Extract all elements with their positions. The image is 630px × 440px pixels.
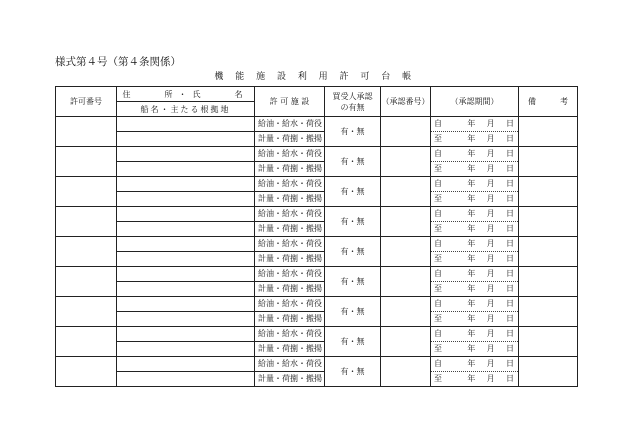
day-label: 日: [505, 134, 514, 143]
day-label: 日: [505, 224, 514, 233]
month-label: 月: [486, 179, 495, 188]
from-label: 自: [434, 119, 442, 128]
ledger-body: [56, 117, 578, 387]
presence-cell[interactable]: 有・無: [325, 267, 381, 297]
presence-cell[interactable]: 有・無: [325, 357, 381, 387]
remarks-cell[interactable]: [519, 267, 578, 297]
period-cell: [431, 267, 519, 297]
approval-no-cell[interactable]: [381, 297, 431, 327]
period-to[interactable]: [431, 131, 518, 146]
period-cell: [431, 117, 519, 147]
month-label: 月: [486, 209, 495, 218]
month-label: 月: [486, 329, 495, 338]
name-cell: [117, 147, 255, 177]
col-approval-no: （承認番号）: [381, 87, 431, 117]
address-name-field[interactable]: [117, 297, 254, 312]
facility-line-1: 給油・給水・荷役: [255, 207, 324, 222]
period-cell: [431, 327, 519, 357]
table-row: [56, 177, 578, 207]
to-label: 至: [434, 164, 442, 173]
year-label: 年: [467, 374, 476, 383]
day-label: 日: [505, 314, 514, 323]
month-label: 月: [486, 164, 495, 173]
presence-cell[interactable]: 有・無: [325, 237, 381, 267]
facility-line-1: 給油・給水・荷役: [255, 177, 324, 192]
from-label: 自: [434, 329, 442, 338]
day-label: 日: [505, 299, 514, 308]
year-label: 年: [467, 194, 476, 203]
name-cell: [117, 237, 255, 267]
month-label: 月: [486, 284, 495, 293]
remarks-cell[interactable]: [519, 237, 578, 267]
period-cell: [431, 237, 519, 267]
period-cell: [431, 357, 519, 387]
vessel-port-field[interactable]: [117, 192, 254, 206]
from-label: 自: [434, 179, 442, 188]
name-cell: [117, 357, 255, 387]
year-label: 年: [467, 134, 476, 143]
year-label: 年: [467, 254, 476, 263]
month-label: 月: [486, 269, 495, 278]
year-label: 年: [467, 284, 476, 293]
period-from[interactable]: [431, 207, 518, 221]
address-name-field[interactable]: [117, 357, 254, 372]
year-label: 年: [467, 269, 476, 278]
period-from[interactable]: [431, 237, 518, 251]
year-label: 年: [467, 119, 476, 128]
remarks-cell[interactable]: [519, 117, 578, 147]
name-cell: [117, 327, 255, 357]
address-name-field[interactable]: [117, 147, 254, 162]
vessel-port-field[interactable]: [117, 162, 254, 176]
to-label: 至: [434, 224, 442, 233]
table-row: [56, 117, 578, 147]
table-row: [56, 297, 578, 327]
year-label: 年: [467, 329, 476, 338]
facility-cell: [255, 207, 325, 237]
facility-cell: [255, 327, 325, 357]
table-row: [56, 327, 578, 357]
to-label: 至: [434, 314, 442, 323]
presence-cell[interactable]: 有・無: [325, 147, 381, 177]
col-buyer-approval: [325, 87, 381, 117]
year-label: 年: [467, 344, 476, 353]
vessel-port-field[interactable]: [117, 132, 254, 146]
permit-ledger-table: [55, 86, 578, 387]
month-label: 月: [486, 374, 495, 383]
permit-no-cell[interactable]: [56, 237, 117, 267]
facility-line-2: 計量・荷捌・搬揚: [258, 194, 322, 203]
presence-cell[interactable]: 有・無: [325, 297, 381, 327]
remarks-cell[interactable]: [519, 297, 578, 327]
remarks-cell[interactable]: [519, 357, 578, 387]
name-cell: [117, 267, 255, 297]
facility-line-1: 給油・給水・荷役: [255, 357, 324, 372]
from-label: 自: [434, 299, 442, 308]
year-label: 年: [467, 224, 476, 233]
month-label: 月: [486, 119, 495, 128]
period-from[interactable]: [431, 297, 518, 311]
address-name-field[interactable]: [117, 237, 254, 252]
permit-no-cell[interactable]: [56, 117, 117, 147]
address-name-field[interactable]: [117, 267, 254, 282]
period-to[interactable]: [431, 221, 518, 236]
facility-line-2: 計量・荷捌・搬揚: [258, 224, 322, 233]
from-label: 自: [434, 359, 442, 368]
col-buyer-approval-line1: 買受人承認: [332, 91, 373, 101]
approval-no-cell[interactable]: [381, 207, 431, 237]
period-to[interactable]: [431, 251, 518, 266]
vessel-port-field[interactable]: [117, 222, 254, 236]
approval-no-cell[interactable]: [381, 177, 431, 207]
day-label: 日: [505, 254, 514, 263]
col-permit-no: 許可番号: [56, 87, 117, 117]
col-vessel-port: 船名・主たる根拠地: [117, 102, 255, 117]
vessel-port-field[interactable]: [117, 342, 254, 356]
year-label: 年: [467, 179, 476, 188]
day-label: 日: [505, 179, 514, 188]
permit-no-cell[interactable]: [56, 177, 117, 207]
period-from[interactable]: [431, 267, 518, 281]
month-label: 月: [486, 134, 495, 143]
day-label: 日: [505, 194, 514, 203]
approval-no-cell[interactable]: [381, 117, 431, 147]
period-from[interactable]: [431, 357, 518, 371]
vessel-port-field[interactable]: [117, 282, 254, 296]
from-label: 自: [434, 209, 442, 218]
facility-line-2: 計量・荷捌・搬揚: [258, 314, 322, 323]
facility-line-2: 計量・荷捌・搬揚: [258, 374, 322, 383]
month-label: 月: [486, 239, 495, 248]
table-row: [56, 147, 578, 177]
ledger-header: [56, 87, 578, 117]
day-label: 日: [505, 119, 514, 128]
to-label: 至: [434, 344, 442, 353]
facility-line-2: 計量・荷捌・搬揚: [258, 254, 322, 263]
form-number: 様式第４号（第４条関係）: [55, 56, 181, 68]
facility-line-1: 給油・給水・荷役: [255, 147, 324, 162]
facility-line-2: 計量・荷捌・搬揚: [258, 134, 322, 143]
period-cell: [431, 147, 519, 177]
period-from[interactable]: [431, 117, 518, 131]
facility-cell: [255, 117, 325, 147]
period-cell: [431, 207, 519, 237]
to-label: 至: [434, 254, 442, 263]
facility-cell: [255, 237, 325, 267]
presence-cell[interactable]: 有・無: [325, 327, 381, 357]
name-cell: [117, 177, 255, 207]
remarks-cell[interactable]: [519, 327, 578, 357]
address-name-field[interactable]: [117, 177, 254, 192]
day-label: 日: [505, 344, 514, 353]
table-row: [56, 207, 578, 237]
year-label: 年: [467, 314, 476, 323]
day-label: 日: [505, 269, 514, 278]
permit-no-cell[interactable]: [56, 297, 117, 327]
year-label: 年: [467, 299, 476, 308]
to-label: 至: [434, 194, 442, 203]
month-label: 月: [486, 224, 495, 233]
facility-cell: [255, 297, 325, 327]
day-label: 日: [505, 374, 514, 383]
month-label: 月: [486, 194, 495, 203]
permit-no-cell[interactable]: [56, 207, 117, 237]
month-label: 月: [486, 314, 495, 323]
remarks-cell[interactable]: [519, 207, 578, 237]
remarks-cell[interactable]: [519, 177, 578, 207]
facility-line-1: 給油・給水・荷役: [255, 117, 324, 132]
table-row: [56, 267, 578, 297]
to-label: 至: [434, 134, 442, 143]
period-cell: [431, 297, 519, 327]
col-buyer-approval-line2: の有無: [340, 102, 365, 112]
month-label: 月: [486, 254, 495, 263]
month-label: 月: [486, 149, 495, 158]
presence-cell[interactable]: 有・無: [325, 117, 381, 147]
col-permitted-facility: 許 可 施 設: [255, 87, 325, 117]
period-from[interactable]: [431, 177, 518, 191]
facility-line-1: 給油・給水・荷役: [255, 237, 324, 252]
approval-no-cell[interactable]: [381, 147, 431, 177]
table-row: [56, 237, 578, 267]
vessel-port-field[interactable]: [117, 252, 254, 266]
year-label: 年: [467, 164, 476, 173]
address-name-field[interactable]: [117, 327, 254, 342]
year-label: 年: [467, 209, 476, 218]
from-label: 自: [434, 239, 442, 248]
presence-cell[interactable]: 有・無: [325, 177, 381, 207]
day-label: 日: [505, 284, 514, 293]
facility-cell: [255, 147, 325, 177]
permit-no-cell[interactable]: [56, 267, 117, 297]
period-from[interactable]: [431, 327, 518, 341]
vessel-port-field[interactable]: [117, 372, 254, 386]
period-to[interactable]: [431, 311, 518, 326]
col-address-name: 住 所・氏 名: [117, 87, 255, 102]
period-cell: [431, 177, 519, 207]
facility-cell: [255, 357, 325, 387]
permit-no-cell[interactable]: [56, 147, 117, 177]
period-to[interactable]: [431, 191, 518, 206]
day-label: 日: [505, 359, 514, 368]
presence-cell[interactable]: 有・無: [325, 207, 381, 237]
approval-no-cell[interactable]: [381, 237, 431, 267]
facility-line-2: 計量・荷捌・搬揚: [258, 344, 322, 353]
col-approval-period: （承認期間）: [431, 87, 519, 117]
permit-no-cell[interactable]: [56, 327, 117, 357]
from-label: 自: [434, 269, 442, 278]
remarks-cell[interactable]: [519, 147, 578, 177]
period-to[interactable]: [431, 161, 518, 176]
approval-no-cell[interactable]: [381, 327, 431, 357]
facility-line-1: 給油・給水・荷役: [255, 327, 324, 342]
name-cell: [117, 297, 255, 327]
facility-line-2: 計量・荷捌・搬揚: [258, 164, 322, 173]
approval-no-cell[interactable]: [381, 357, 431, 387]
from-label: 自: [434, 149, 442, 158]
day-label: 日: [505, 149, 514, 158]
facility-line-2: 計量・荷捌・搬揚: [258, 284, 322, 293]
name-cell: [117, 207, 255, 237]
approval-no-cell[interactable]: [381, 267, 431, 297]
vessel-port-field[interactable]: [117, 312, 254, 326]
table-row: [56, 357, 578, 387]
facility-cell: [255, 177, 325, 207]
col-remarks: 備 考: [519, 87, 578, 117]
ledger-title: 機 能 施 設 利 用 許 可 台 帳: [214, 72, 416, 82]
permit-no-cell[interactable]: [56, 357, 117, 387]
period-from[interactable]: [431, 147, 518, 161]
day-label: 日: [505, 209, 514, 218]
name-cell: [117, 117, 255, 147]
facility-cell: [255, 267, 325, 297]
year-label: 年: [467, 359, 476, 368]
period-to[interactable]: [431, 341, 518, 356]
month-label: 月: [486, 344, 495, 353]
facility-line-1: 給油・給水・荷役: [255, 267, 324, 282]
day-label: 日: [505, 329, 514, 338]
year-label: 年: [467, 149, 476, 158]
facility-line-1: 給油・給水・荷役: [255, 297, 324, 312]
to-label: 至: [434, 284, 442, 293]
year-label: 年: [467, 239, 476, 248]
period-to[interactable]: [431, 281, 518, 296]
day-label: 日: [505, 164, 514, 173]
month-label: 月: [486, 359, 495, 368]
day-label: 日: [505, 239, 514, 248]
address-name-field[interactable]: [117, 117, 254, 132]
period-to[interactable]: [431, 371, 518, 386]
month-label: 月: [486, 299, 495, 308]
to-label: 至: [434, 374, 442, 383]
address-name-field[interactable]: [117, 207, 254, 222]
